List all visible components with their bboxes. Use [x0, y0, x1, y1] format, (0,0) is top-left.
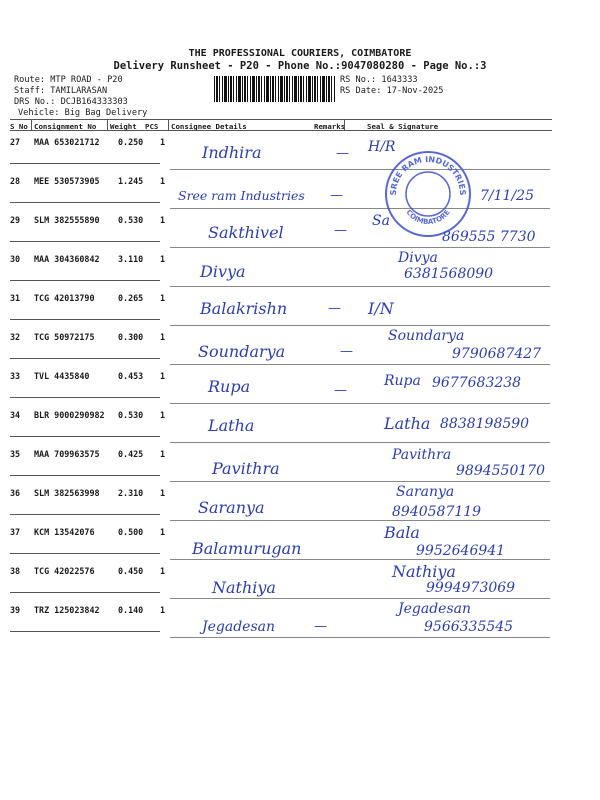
consignee-handwriting: Nathiya	[212, 578, 276, 597]
row-pcs: 1	[160, 449, 166, 459]
table-row	[0, 131, 560, 170]
row-weight: 3.110	[118, 254, 144, 264]
signature-handwriting: I/N	[368, 299, 394, 318]
signature-handwriting: Rupa	[384, 373, 421, 389]
row-weight: 0.450	[118, 566, 144, 576]
signature-handwriting: Soundarya	[388, 328, 465, 344]
consignee-handwriting: Pavithra	[212, 459, 280, 478]
signature-phone-handwriting: 6381568090	[404, 266, 494, 282]
row-rule	[10, 397, 160, 398]
row-rule	[10, 358, 160, 359]
stamp-company-text: SREE RAM INDUSTRIES	[388, 154, 468, 196]
row-consignment: MAA 304360842	[34, 254, 100, 264]
consignee-handwriting: Balamurugan	[192, 539, 302, 558]
row-consignment: TRZ 125023842	[34, 605, 100, 615]
row-consignment: SLM 382563998	[34, 488, 100, 498]
row-sno: 33	[10, 371, 21, 381]
col-divider	[107, 120, 108, 130]
consignee-handwriting: Sree ram Industries	[178, 188, 305, 203]
col-header-weight: Weight	[110, 122, 137, 131]
remark-handwriting: —	[340, 344, 353, 359]
row-pcs: 1	[160, 293, 166, 303]
col-header-sno: S No	[10, 122, 28, 131]
signature-handwriting: Pavithra	[392, 447, 452, 463]
row-sno: 29	[10, 215, 21, 225]
table-row	[0, 560, 560, 599]
row-consignment: TCG 42013790	[34, 293, 95, 303]
row-weight: 0.530	[118, 215, 144, 225]
col-header-seal: Seal & Signature	[367, 122, 439, 131]
table-row	[0, 170, 560, 209]
remark-handwriting: —	[330, 188, 343, 203]
rs-number: RS No.: 1643333	[340, 75, 418, 85]
consignee-handwriting: Sakthivel	[208, 223, 284, 242]
row-pcs: 1	[160, 605, 166, 615]
signature-phone-handwriting: 9894550170	[456, 463, 546, 479]
row-consignment: TCG 50972175	[34, 332, 95, 342]
drs-number: DRS No.: DCJB164333303	[14, 97, 128, 107]
vehicle-text: Vehicle: Big Bag Delivery	[18, 108, 148, 118]
consignee-handwriting: Rupa	[208, 377, 251, 396]
row-pcs: 1	[160, 410, 166, 420]
route-text: Route: MTP ROAD - P20	[14, 75, 123, 85]
signature-phone-handwriting: 9677683238	[432, 375, 522, 391]
row-consignment: MEE 530573905	[34, 176, 100, 186]
row-pcs: 1	[160, 254, 166, 264]
row-rule	[10, 631, 160, 632]
table-row	[0, 404, 560, 443]
table-row	[0, 209, 560, 248]
row-sno: 39	[10, 605, 21, 615]
signature-phone-handwriting: 9790687427	[452, 346, 542, 362]
signature-phone-handwriting: 9994973069	[426, 580, 516, 596]
row-weight: 0.300	[118, 332, 144, 342]
row-rule	[10, 319, 160, 320]
col-divider	[168, 120, 169, 130]
rs-date: RS Date: 17-Nov-2025	[340, 86, 444, 96]
remark-handwriting: —	[334, 383, 347, 398]
col-divider	[31, 120, 32, 130]
consignee-handwriting: Soundarya	[198, 342, 286, 361]
row-consignment: KCM 13542076	[34, 527, 95, 537]
signature-handwriting: H/R	[368, 139, 396, 155]
row-consignment: MAA 709963575	[34, 449, 100, 459]
row-sno: 37	[10, 527, 21, 537]
signature-phone-handwriting: 8940587119	[392, 504, 482, 520]
row-sno: 38	[10, 566, 21, 576]
header-top-rule	[10, 119, 552, 120]
col-divider	[344, 120, 345, 130]
col-header-consignment: Consignment No	[34, 122, 97, 131]
signature-handwriting: Bala	[384, 523, 420, 542]
row-pcs: 1	[160, 371, 166, 381]
row-sno: 30	[10, 254, 21, 264]
remark-handwriting: —	[328, 301, 341, 316]
row-weight: 0.453	[118, 371, 144, 381]
remark-handwriting: —	[334, 223, 347, 238]
company-title: THE PROFESSIONAL COURIERS, COIMBATORE	[188, 48, 412, 59]
signature-handwriting: Latha	[384, 414, 431, 433]
signature-phone-handwriting: 8838198590	[440, 416, 530, 432]
row-sno: 27	[10, 137, 21, 147]
row-pcs: 1	[160, 176, 166, 186]
col-header-remarks: Remarks	[314, 122, 346, 131]
consignee-handwriting: Balakrishn	[200, 299, 288, 318]
signature-phone-handwriting: 9566335545	[424, 619, 514, 635]
row-rule	[10, 475, 160, 476]
table-row	[0, 599, 560, 638]
row-consignment: MAA 653021712	[34, 137, 100, 147]
consignee-handwriting: Latha	[208, 416, 255, 435]
runsheet-title: Delivery Runsheet - P20 - Phone No.:9047080280 - Page No.:3	[113, 60, 487, 72]
staff-text: Staff: TAMILARASAN	[14, 86, 108, 96]
table-row	[0, 365, 560, 404]
table-row	[0, 287, 560, 326]
row-consignment: TVL 4435840	[34, 371, 90, 381]
remark-handwriting: —	[336, 146, 349, 161]
row-consignment: SLM 382555890	[34, 215, 100, 225]
row-sno: 28	[10, 176, 21, 186]
barcode-icon	[214, 76, 336, 102]
row-pcs: 1	[160, 527, 166, 537]
col-header-consignee: Consignee Details	[171, 122, 247, 131]
row-rule	[10, 202, 160, 203]
row-pcs: 1	[160, 566, 166, 576]
consignee-handwriting: Divya	[200, 262, 246, 281]
row-weight: 2.310	[118, 488, 144, 498]
row-rule	[10, 280, 160, 281]
row-sno: 31	[10, 293, 21, 303]
row-rule	[10, 436, 160, 437]
signature-handwriting: Jegadesan	[398, 601, 472, 617]
consignee-handwriting: Saranya	[198, 498, 265, 517]
row-sno: 36	[10, 488, 21, 498]
signature-phone-handwriting: 869555 7730	[442, 229, 536, 245]
row-weight: 0.250	[118, 137, 144, 147]
row-weight: 0.500	[118, 527, 144, 537]
row-weight: 1.245	[118, 176, 144, 186]
stamp-city-text: COIMBATORE	[404, 208, 452, 227]
signature-handwriting: Nathiya	[392, 562, 456, 581]
consignee-handwriting: Indhira	[202, 143, 262, 162]
row-sno: 32	[10, 332, 21, 342]
row-consignment: BLR 9000290982	[34, 410, 105, 420]
table-row	[0, 326, 560, 365]
table-row	[0, 482, 560, 521]
remark-handwriting: —	[314, 619, 327, 634]
row-rule	[10, 241, 160, 242]
row-pcs: 1	[160, 137, 166, 147]
row-consignment: TCG 42022576	[34, 566, 95, 576]
row-rule	[10, 163, 160, 164]
row-pcs: 1	[160, 332, 166, 342]
signature-handwriting: Saranya	[396, 484, 455, 500]
col-header-pcs: PCS	[145, 122, 159, 131]
table-row	[0, 521, 560, 560]
row-rule	[10, 514, 160, 515]
table-row	[0, 248, 560, 287]
row-pcs: 1	[160, 488, 166, 498]
signature-handwriting: Divya	[398, 250, 438, 266]
row-weight: 0.265	[118, 293, 144, 303]
row-sno: 34	[10, 410, 21, 420]
row-pcs: 1	[160, 215, 166, 225]
row-rule	[10, 553, 160, 554]
table-row	[0, 443, 560, 482]
row-weight: 0.425	[118, 449, 144, 459]
signature-handwriting: 7/11/25	[480, 188, 534, 204]
signature-handwriting: Sa	[372, 213, 390, 229]
row-rule	[10, 592, 160, 593]
signature-phone-handwriting: 9952646941	[416, 543, 506, 559]
row-sno: 35	[10, 449, 21, 459]
company-stamp-icon	[384, 150, 472, 238]
consignee-handwriting: Jegadesan	[202, 619, 276, 635]
row-weight: 0.530	[118, 410, 144, 420]
row-weight: 0.140	[118, 605, 144, 615]
